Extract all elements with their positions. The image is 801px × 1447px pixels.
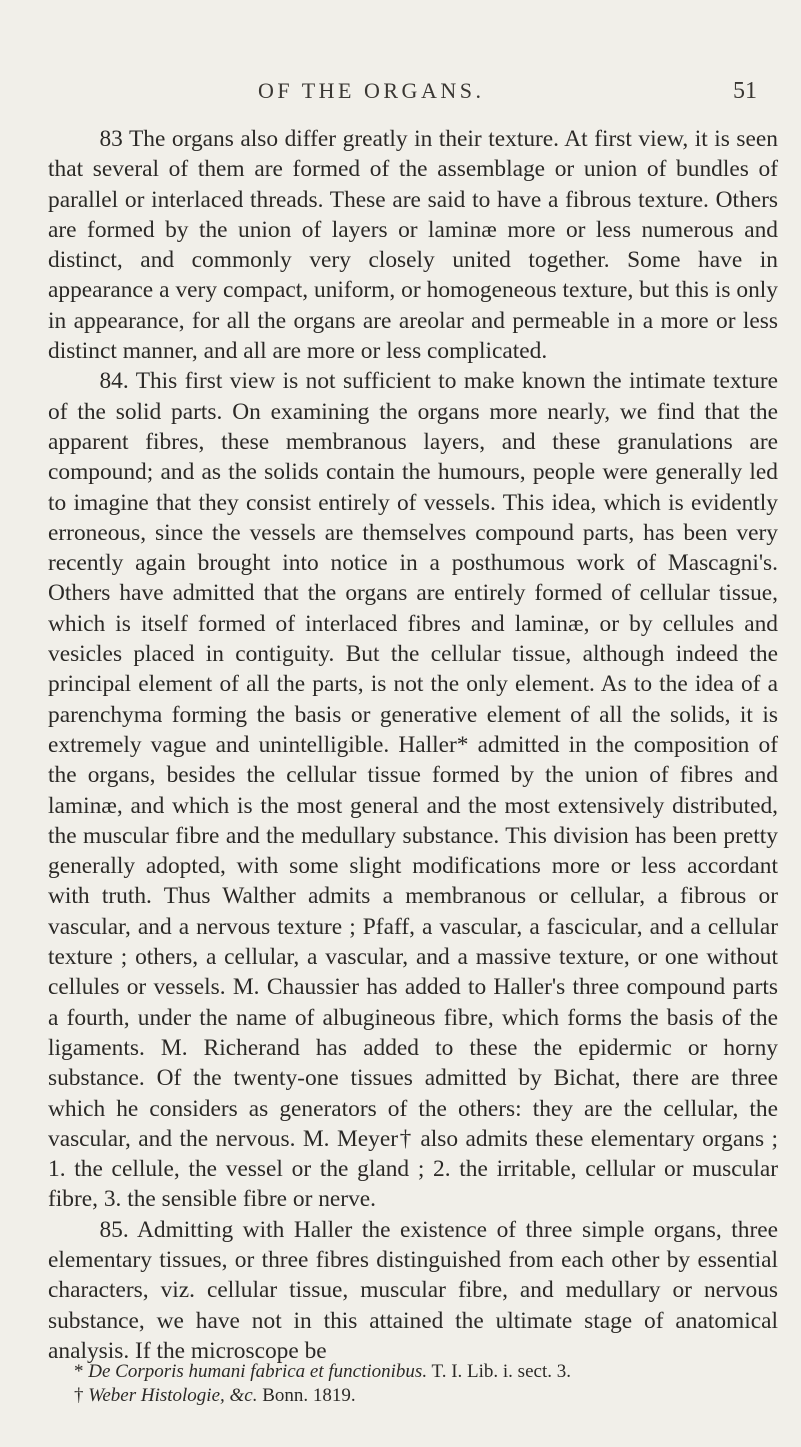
paragraph-84 xyxy=(48,366,778,1214)
footnote xyxy=(74,1384,778,1408)
paragraph-number: 83 xyxy=(99,126,123,152)
paragraph-text: This first view is not sufficient to make known the intimate texture of the solid parts. On examining the organs more nearly, we find that the apparent fibres, these membranous layers, and these granulations are compound; and as the solids contain the humours, people were generally led to imagine that they consist entirely of vessels. This idea, which is evidently erroneous, since the vessels are themselves compound parts, has been very recently again brought into notice in a posthumous work of Mascagni's. Others have admitted that the organs are entirely formed of cellular tissue, which is itself formed of interlaced fibres and laminæ, or by cellules and vesicles placed in contiguity. But the cellular tissue, although indeed the principal element of all the parts, is not the only element. As to the idea of a parenchyma forming the basis or generative element of all the solids, it is extremely vague and unintelligible. Haller* admitted in the composition of the organs, besides the cellular tissue formed by the union of fibres and laminæ, and which is the most general and the most extensively distributed, the muscular fibre and the medullary substance. This division has been pretty generally adopted, with some slight modifications more or less accordant with truth. Thus Walther admits a membranous or cellular, a fibrous or vascular, and a nervous texture ; Pfaff, a vascular, a fascicular, and a cellular texture ; others, a cellular, a vascular, and a massive texture, or one without cellules or vessels. M. Chaussier has added to Haller's three compound parts a fourth, under the name of albugineous fibre, which forms the basis of the ligaments. M. Richerand has added to these the epidermic or horny substance. Of the twenty-one tissues admitted by Bichat, there are three which he considers as generators of the others: they are the cellular, the vascular, and the nervous. M. Meyer† also admits these elementary organs ; 1. the cellule, the vessel or the gland ; 2. the irritable, cellular or muscular fibre, 3. the sensible fibre or nerve. xyxy=(48,368,778,1213)
footnotes xyxy=(48,1360,778,1408)
footnote-mark: * xyxy=(74,1361,84,1382)
footnote-title: Weber Histologie, &c. xyxy=(88,1385,258,1406)
running-header xyxy=(0,78,801,108)
footnote-title: De Corporis humani fabrica et functionibus. xyxy=(88,1361,428,1382)
paragraph-text: Admitting with Haller the existence of three simple organs, three elementary tissues, or three fibres distinguished from each other by essential characters, viz. cellular tissue, muscular fibre, and medullary or nervous substance, we have not in this attained the ultimate stage of anatomical analysis. If the microscope be xyxy=(48,1216,778,1364)
paragraph-number: 84. xyxy=(99,368,129,395)
paragraph-number: 85. xyxy=(99,1216,129,1243)
footnote-ref: T. I. Lib. i. sect. 3. xyxy=(431,1361,571,1382)
paragraph-85 xyxy=(48,1215,778,1366)
footnote-ref: Bonn. 1819. xyxy=(262,1385,356,1406)
running-title: OF THE ORGANS. xyxy=(258,78,485,103)
footnote xyxy=(74,1360,778,1384)
page-number: 51 xyxy=(733,78,757,104)
paragraph-text: The organs also differ greatly in their texture. At first view, it is seen that several of them are formed of the assemblage or union of bundles of parallel or interlaced threads. These are said to have a fibrous texture. Others are formed by the union of layers or laminæ more or less numerous and distinct, and commonly very closely united together. Some have in appearance a very compact, uniform, or homogeneous texture, but this is only in appearance, for all the organs are areolar and permeable in a more or less distinct manner, and all are more or less complicated. xyxy=(48,126,778,365)
paragraph-83 xyxy=(48,124,778,366)
body-text xyxy=(48,124,778,1366)
footnote-mark: † xyxy=(74,1385,84,1406)
